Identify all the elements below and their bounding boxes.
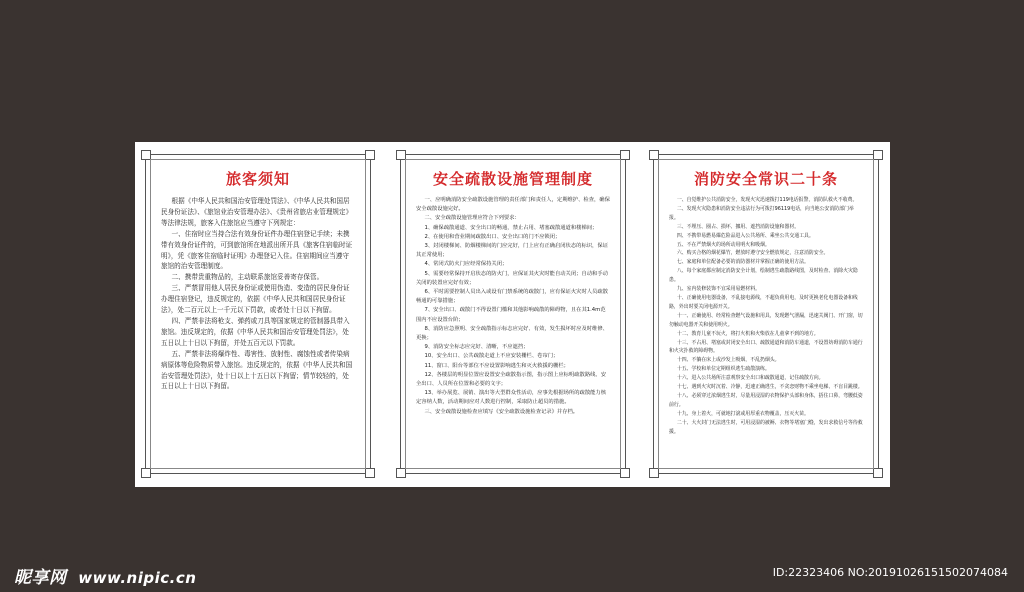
paragraph: 8、消防应急照明、安全疏散指示标志应完好、有效，发生损坏时应及时维修、更换；	[416, 325, 608, 342]
paragraph: 七、家庭和单位配备必要的消防器材并掌握正确的使用方法。	[676, 259, 809, 266]
corner-ornament	[396, 468, 406, 478]
paragraph: 5、需要经常保持开启状态的防火门，应保证其火灾时能自动关闭；自动和手动关闭的装置应完好有效；	[416, 270, 608, 286]
corner-ornament	[141, 468, 151, 478]
panel-title: 消防安全常识二十条	[693, 170, 838, 188]
corner-ornament	[365, 150, 375, 160]
corner-ornament	[649, 468, 659, 478]
paragraph: 五、不在严禁烟火的场所动用明火和吸烟。	[676, 241, 770, 248]
panel-fire-safety-tips	[653, 154, 879, 474]
panel-title: 安全疏散设施管理制度	[432, 170, 593, 188]
paragraph: 十八、必须穿过浓烟逃生时，尽量用浸湿的衣物保护头部和身体，捂住口鼻，弯腰低姿前行。	[669, 392, 863, 408]
signboard	[135, 142, 890, 487]
paragraph: 7、安全出口、疏散门不得设置门槛和其他影响疏散的障碍物，且在其1.4m范围内不应设置台阶；	[416, 307, 606, 323]
paragraph: 三、安全疏散设施检查应填写《安全疏散设施检查记录》并存档。	[424, 408, 579, 415]
paragraph: 十一、正确使用、经常检查燃气设施和用具，发现燃气泄漏，迅速关阀门、开门窗，切勿触动电器开关和使用明火。	[669, 312, 863, 328]
site-watermark	[14, 563, 196, 588]
paragraph: 一、自觉维护公共消防安全，发现火灾迅速拨打119电话报警，消防队救火不收费。	[676, 197, 858, 203]
paragraph: 3、封闭楼梯间、防烟楼梯间的门应完好，门上应有正确启闭状态的标识，保证其正常使用；	[416, 243, 608, 259]
paragraph: 1、确保疏散通道、安全出口的畅通，禁止占用、堵塞疏散通道和楼梯间；	[424, 224, 598, 231]
paragraph: 十二、教育儿童不玩火，将打火机和火柴放在儿童拿不到的地方。	[676, 330, 819, 337]
paragraph: 十三、不占用、堵塞或封闭安全出口、疏散通道和消防车通道，不设置妨碍消防车通行和火灾扑救的障碍物。	[669, 339, 863, 355]
paragraph: 五、严禁非法将爆炸性、毒害性、放射性、腐蚀性或者传染病病原体等危险物质带入旅馆。违反规定的，依据《中华人民共和国治安管理处罚法》，处十日以上十五日以下拘留；情节较轻的，处五日以上十日以下拘留。	[161, 349, 353, 391]
paragraph: 十六、进入公共场所注意观察安全出口和疏散通道，记住疏散方向。	[676, 375, 824, 382]
corner-ornament	[873, 150, 883, 160]
paragraph: 三、严禁冒用他人居民身份证或使用伪造、变造的居民身份证办理住宿登记，违反规定的，依据《中华人民共和国居民身份证法》，处二百元以上一千元以下罚款，或者处十日以下拘留。	[161, 284, 350, 315]
paragraph: 4、常闭式防火门应经常保持关闭；	[424, 261, 508, 268]
paragraph: 六、购买合格的烟花爆竹，燃放时遵守安全燃放规定，注意消防安全。	[676, 250, 829, 257]
paragraph: 四、不携带易燃易爆危险品进入公共场所、乘坐公共交通工具。	[676, 232, 814, 239]
panel-inner-frame	[658, 159, 874, 469]
image-id-watermark: ID:22323406 NO:20191026151502074084	[772, 566, 1008, 579]
site-logo: 昵享网	[14, 568, 67, 588]
panel-evacuation-rules	[400, 154, 626, 474]
paragraph: 二、安全疏散设施管理应符合下列要求：	[424, 215, 520, 222]
paragraph: 6、平时需要控制人员出入或设有门禁系统的疏散门，应有保证火灾时人员疏散畅通的可靠措施；	[416, 289, 608, 305]
panel-guest-notice	[145, 154, 371, 474]
paragraph: 十五、学校和单位定期组织逃生疏散演练。	[676, 366, 770, 373]
paragraph: 根据《中华人民共和国治安管理处罚法》、《中华人民共和国居民身份证法》、《旅馆业治安管理办法》、《贵州省旅店业管理规定》等法律法规，旅客入住旅馆应当遵守下列规定：	[161, 197, 353, 227]
panel-title: 旅客须知	[225, 170, 290, 188]
panel-inner-frame	[150, 159, 366, 469]
site-url: www.nipic.cn	[78, 569, 197, 587]
corner-ornament	[365, 468, 375, 478]
paragraph: 八、每个家庭都应制定消防安全计划，绘制逃生疏散路线图，及时检查、消除火灾隐患。	[669, 268, 858, 284]
paragraph: 一、应明确消防安全疏散设施管理的责任部门和责任人，定期维护、检查，确保安全疏散设施完好。	[416, 197, 610, 213]
paragraph: 一、住宿时应当持合法有效身份证件办理住宿登记手续；未携带有效身份证件的，可到旅馆所在地派出所开具《旅客住宿临时证明》，凭《旅客住宿临时证明》办理登记入住。住宿期间应当遵守旅馆的治安管理制度。	[161, 229, 353, 271]
paragraph: 二十、大火封门无法逃生时，可用浸湿的被褥、衣物等堵塞门缝，发出求救信号等待救援。	[669, 419, 863, 435]
paragraph: 2、在使用和营业期间疏散出口、安全出口的门不应锁闭；	[424, 233, 561, 240]
paragraph: 二、携带贵重物品的，主动联系旅馆妥善寄存保管。	[171, 273, 324, 282]
paragraph: 10、安全出口、公共疏散走道上不应安装栅栏、卷帘门；	[424, 353, 559, 360]
paragraph: 十七、遇到火灾时沉着、冷静，迅速正确逃生，不贪恋财物不乘坐电梯、不盲目跳楼。	[676, 384, 863, 391]
corner-ornament	[873, 468, 883, 478]
paragraph: 12、各楼层的明显位置应设置安全疏散指示图，指示图上应标明疏散路线、安全出口、人员所在位置和必要的文字；	[416, 371, 607, 388]
paragraph: 二、发现火灾隐患和消防安全违法行为可拨打96119电话，向当地公安消防部门举报。	[669, 205, 854, 221]
paragraph: 11、窗口、阳台等部位不应设置影响逃生和灭火救援的栅栏；	[424, 362, 569, 369]
panel-inner-frame	[405, 159, 621, 469]
paragraph: 9、消防安全标志应完好、清晰，不应遮挡；	[424, 344, 529, 351]
paragraph: 13、举办展览、展销、演出等大型群众性活动，应事先根据场所的疏散能力核定容纳人数，活动期间应对人数进行控制，采取防止超员的措施。	[416, 390, 607, 406]
paragraph: 十九、身上着火，可就地打滚或用厚重衣物覆盖，压灭火苗。	[676, 410, 809, 417]
paragraph: 三、不埋压、圈占、损坏、挪用、遮挡消防设施和器材。	[676, 223, 800, 230]
paragraph: 四、严禁非法将枪支、弹药或刀具等国家规定的管制器具带入旅馆。违反规定的，依据《中华人民共和国治安管理处罚法》，处五日以上十日以下拘留，并处五百元以下罚款。	[161, 316, 350, 347]
corner-ornament	[620, 150, 630, 160]
corner-ornament	[620, 468, 630, 478]
paragraph: 十、正确使用电器设备，不乱接电源线，不超负荷用电，及时更换老化电器设备和线路，外出时要关闭电源开关。	[669, 294, 858, 310]
paragraph: 九、室内装修装饰不宜采用易燃材料。	[676, 286, 760, 293]
paragraph: 十四、不躺在床上或沙发上吸烟，不乱扔烟头。	[676, 357, 780, 364]
